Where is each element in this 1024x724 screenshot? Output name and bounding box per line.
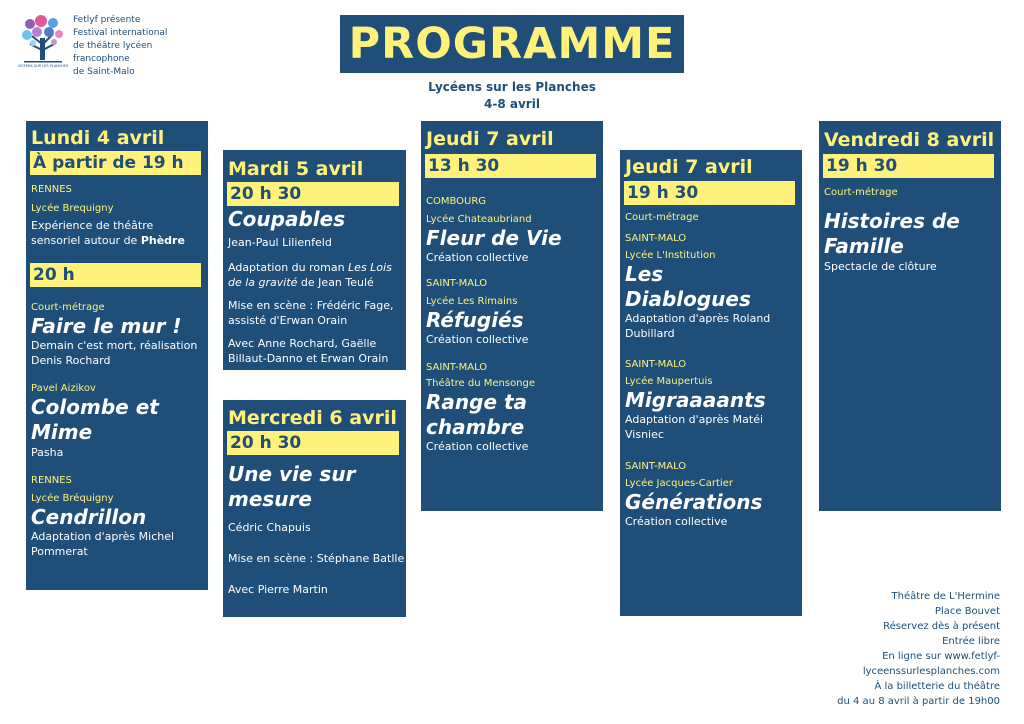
page-title: PROGRAMME — [340, 15, 684, 73]
show-title: Migraaaants — [625, 388, 766, 412]
time-bar: À partir de 19 h — [30, 151, 201, 175]
show-description: Création collective — [426, 333, 529, 346]
time-bar: 20 h 30 — [227, 431, 399, 455]
venue-line: Place Bouvet — [934, 606, 1000, 617]
adaptation-text: de Jean Teulé — [297, 276, 374, 289]
logo-mark-text: LYCÉENS SUR LES PLANCHES — [17, 64, 69, 68]
day-heading: Mercredi 6 avril — [228, 407, 397, 429]
festival-logo — [17, 14, 69, 72]
cast-credit: Avec Anne Rochard, Gaëlle Billaut-Danno et Erwan Orain — [228, 337, 389, 365]
show-description: Adaptation d'après Michel Pommerat — [31, 530, 175, 558]
time-bar: 19 h 30 — [624, 181, 795, 205]
city-label: COMBOURG — [426, 196, 487, 207]
city-label: SAINT-MALO — [625, 461, 687, 472]
show-title: Coupables — [228, 207, 346, 231]
venue-line: du 4 au 8 avril à partir de 19h00 — [837, 696, 1000, 707]
venue-line: Théâtre de L'Hermine — [891, 591, 1000, 602]
show-title: Réfugiés — [426, 308, 524, 332]
city-label: SAINT-MALO — [625, 233, 687, 244]
show-description: Spectacle de clôture — [824, 260, 937, 273]
show-title: Faire le mur ! — [31, 314, 182, 338]
day-column-vendredi — [819, 121, 1001, 511]
show-title: Une vie sur mesure — [228, 462, 356, 511]
school-label: Lycée Maupertuis — [625, 376, 713, 387]
director-credit: Mise en scène : Stéphane Batlle — [228, 552, 405, 565]
show-title: Range ta chambre — [426, 390, 528, 439]
presenter-line: de Saint-Malo — [73, 67, 135, 77]
show-description: Adaptation d'après Roland Dubillard — [625, 312, 771, 340]
venue-line: Réservez dès à présent — [883, 621, 1000, 632]
show-title: Colombe et Mime — [31, 395, 159, 444]
show-description: Adaptation d'après Matéi Visniec — [625, 413, 764, 441]
city-label: RENNES — [31, 184, 72, 195]
venue-line: À la billetterie du théâtre — [874, 681, 1000, 692]
show-title: Fleur de Vie — [426, 226, 562, 250]
school-label: Lycée Jacques-Cartier — [625, 478, 733, 489]
adaptation-text: Adaptation du roman — [228, 261, 349, 274]
novel-title: Les Lois de la gravité — [228, 261, 392, 289]
venue-info — [837, 589, 1000, 709]
venue-line: En ligne sur www.fetlyf- — [882, 651, 1000, 662]
type-label: Court-métrage — [31, 302, 105, 313]
description-text: Expérience de théâtre sensoriel autour de — [31, 219, 154, 247]
day-heading: Lundi 4 avril — [31, 127, 165, 149]
venue-line: Entrée libre — [942, 636, 1000, 647]
show-title: Histoires de Famille — [824, 209, 960, 258]
show-author: Jean-Paul Lilienfeld — [228, 236, 332, 249]
school-label: Lycée Brequigny — [31, 203, 114, 214]
show-description: Création collective — [426, 440, 529, 453]
play-name: Phèdre — [140, 234, 185, 247]
cast-credit: Avec Pierre Martin — [228, 583, 328, 596]
time-bar: 19 h 30 — [823, 154, 994, 178]
show-title: Les Diablogues — [625, 262, 751, 311]
show-description: Création collective — [426, 251, 529, 264]
presenter-line: francophone — [73, 54, 130, 64]
school-label: Lycée Les Rimains — [426, 296, 518, 307]
presenter-line: Fetlyf présente — [73, 15, 141, 25]
presenter-text — [73, 14, 167, 79]
day-column-mardi — [223, 150, 406, 370]
time-bar: 20 h 30 — [227, 182, 399, 206]
day-heading: Mardi 5 avril — [228, 158, 364, 180]
show-author: Cédric Chapuis — [228, 521, 311, 534]
show-description: Demain c'est mort, réalisation Denis Rochard — [31, 339, 198, 367]
presenter-line: de théâtre lycéen — [73, 41, 153, 51]
venue-line: lyceenssurlesplanches.com — [862, 666, 1000, 677]
show-description: Pasha — [31, 446, 64, 459]
festival-subtitle: Lycéens sur les Planches — [428, 80, 596, 94]
person-label: Pavel Aizikov — [31, 383, 96, 394]
day-column-jeudi-1330 — [421, 121, 603, 511]
type-label: Court-métrage — [625, 212, 699, 223]
school-label: Lycée L'Institution — [625, 250, 716, 261]
school-label: Lycée Chateaubriand — [426, 214, 532, 225]
day-heading: Jeudi 7 avril — [426, 128, 554, 150]
day-column-lundi — [26, 121, 208, 590]
city-label: SAINT-MALO — [426, 362, 488, 373]
day-heading: Vendredi 8 avril — [824, 129, 995, 151]
day-heading: Jeudi 7 avril — [625, 156, 753, 178]
school-label: Lycée Bréquigny — [31, 493, 114, 504]
city-label: RENNES — [31, 475, 72, 486]
show-adaptation — [228, 260, 400, 290]
day-column-mercredi — [223, 400, 406, 617]
presenter-line: Festival international — [73, 28, 168, 38]
school-label: Théâtre du Mensonge — [426, 378, 536, 389]
show-description: Création collective — [625, 515, 728, 528]
city-label: SAINT-MALO — [625, 359, 687, 370]
day-column-jeudi-1930 — [620, 150, 802, 616]
show-title: Cendrillon — [31, 505, 147, 529]
time-bar: 13 h 30 — [425, 154, 596, 178]
time-bar: 20 h — [30, 263, 201, 287]
show-title: Générations — [625, 490, 763, 514]
festival-dates: 4-8 avril — [484, 97, 540, 111]
type-label: Court-métrage — [824, 187, 898, 198]
city-label: SAINT-MALO — [426, 278, 488, 289]
show-description — [31, 218, 199, 248]
director-credit: Mise en scène : Frédéric Fage, assisté d'Erwan Orain — [228, 299, 394, 327]
